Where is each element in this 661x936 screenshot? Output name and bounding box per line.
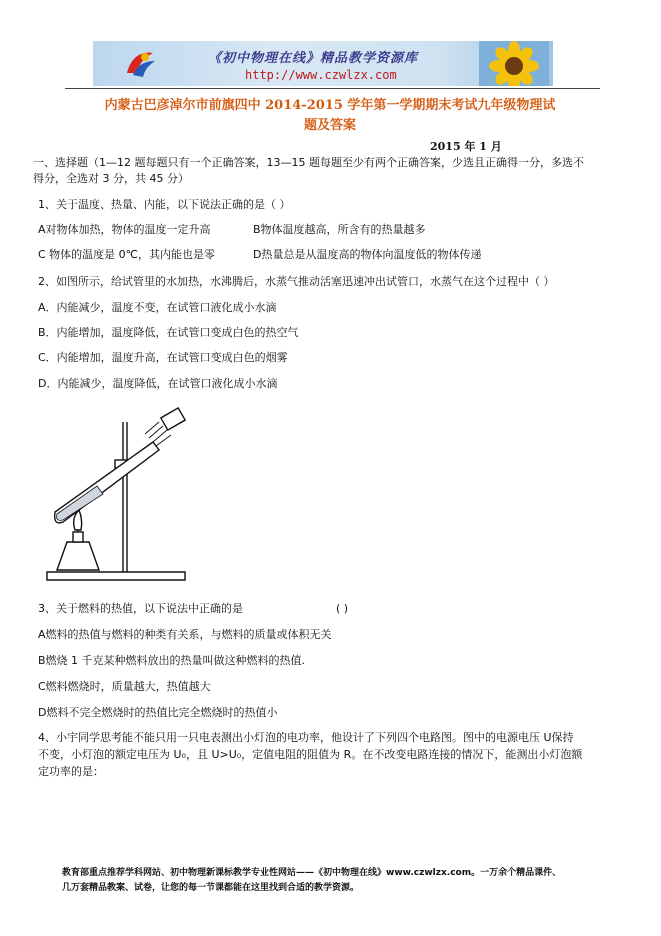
question-1-option-b: B物体温度越高，所含有的热量越多: [253, 223, 426, 236]
question-1-option-d: D热量总是从温度高的物体向温度低的物体传递: [253, 248, 482, 261]
question-3-option-a: A燃料的热值与燃料的种类有关系，与燃料的质量或体积无关: [38, 628, 332, 641]
question-2-option-a: A．内能减少，温度不变，在试管口液化成小水滴: [38, 301, 277, 314]
question-3-option-d: D燃料不完全燃烧时的热值比完全燃烧时的热值小: [38, 706, 278, 719]
question-2-option-d: D．内能减少，温度降低，在试管口液化成小水滴: [38, 377, 278, 390]
sunflower-icon: [479, 41, 549, 86]
document-title-continued: 题及答案: [303, 118, 356, 133]
question-1-option-c: C 物体的温度是 0℃，其内能也是零: [38, 248, 216, 261]
question-4-stem-end: 定功率的是：: [38, 765, 104, 778]
question-2-stem: 2、如图所示，给试管里的水加热，水沸腾后，水蒸气推动活塞迅速冲出试管口，水蒸气在这个过程中（ ）: [38, 275, 555, 288]
test-tube-heating-figure: [45, 402, 193, 584]
document-title: 内蒙古巴彦淖尔市前旗四中 2014-2015 学年第一学期期末考试九年级物理试: [104, 98, 556, 113]
question-2-option-b: B．内能增加，温度降低，在试管口变成白色的热空气: [38, 326, 299, 339]
question-1-option-a: A对物体加热，物体的温度一定升高: [38, 223, 211, 236]
site-logo-icon: [123, 47, 157, 79]
banner-url-link[interactable]: http://www.czwlzx.com: [245, 68, 397, 82]
question-4-stem-continued: 不变，小灯泡的额定电压为 U₀，且 U>U₀，定值电阻的阻值为 R。在不改变电路连接的情况下，能测出小灯泡额: [38, 748, 583, 761]
header-rule: [65, 88, 600, 89]
question-3-option-c: C燃料燃烧时，质量越大，热值越大: [38, 680, 211, 693]
question-3-stem: 3、关于燃料的热值，以下说法中正确的是: [38, 602, 243, 615]
question-3-answer-blank: ( ): [336, 602, 349, 615]
banner-title: 《初中物理在线》精品教学资源库: [208, 51, 419, 66]
section-intro: 一、选择题（1—12 题每题只有一个正确答案，13—15 题每题至少有两个正确答案，少选且正确得一分，多选不: [33, 156, 584, 169]
exam-date: 2015 年 1 月: [430, 140, 502, 153]
question-4-stem: 4、小宇同学思考能不能只用一只电表测出小灯泡的电功率，他设计了下列四个电路图。图中的电源电压 U保持: [38, 731, 574, 744]
site-banner: [93, 41, 553, 86]
footer-note: 教育部重点推荐学科网站、初中物理新课标教学专业性网站——《初中物理在线》www.czwlzx.com。一万余个精品课件、: [62, 868, 562, 878]
question-3-option-b: B燃烧 1 千克某种燃料放出的热量叫做这种燃料的热值.: [38, 654, 306, 667]
question-1-stem: 1、关于温度、热量、内能，以下说法正确的是（ ）: [38, 198, 291, 211]
footer-note-continued: 几万套精品教案、试卷，让您的每一节课都能在这里找到合适的教学资源。: [62, 883, 360, 893]
section-intro-continued: 得分，全选对 3 分，共 45 分）: [33, 172, 189, 185]
question-2-option-c: C．内能增加，温度升高，在试管口变成白色的烟雾: [38, 351, 288, 364]
